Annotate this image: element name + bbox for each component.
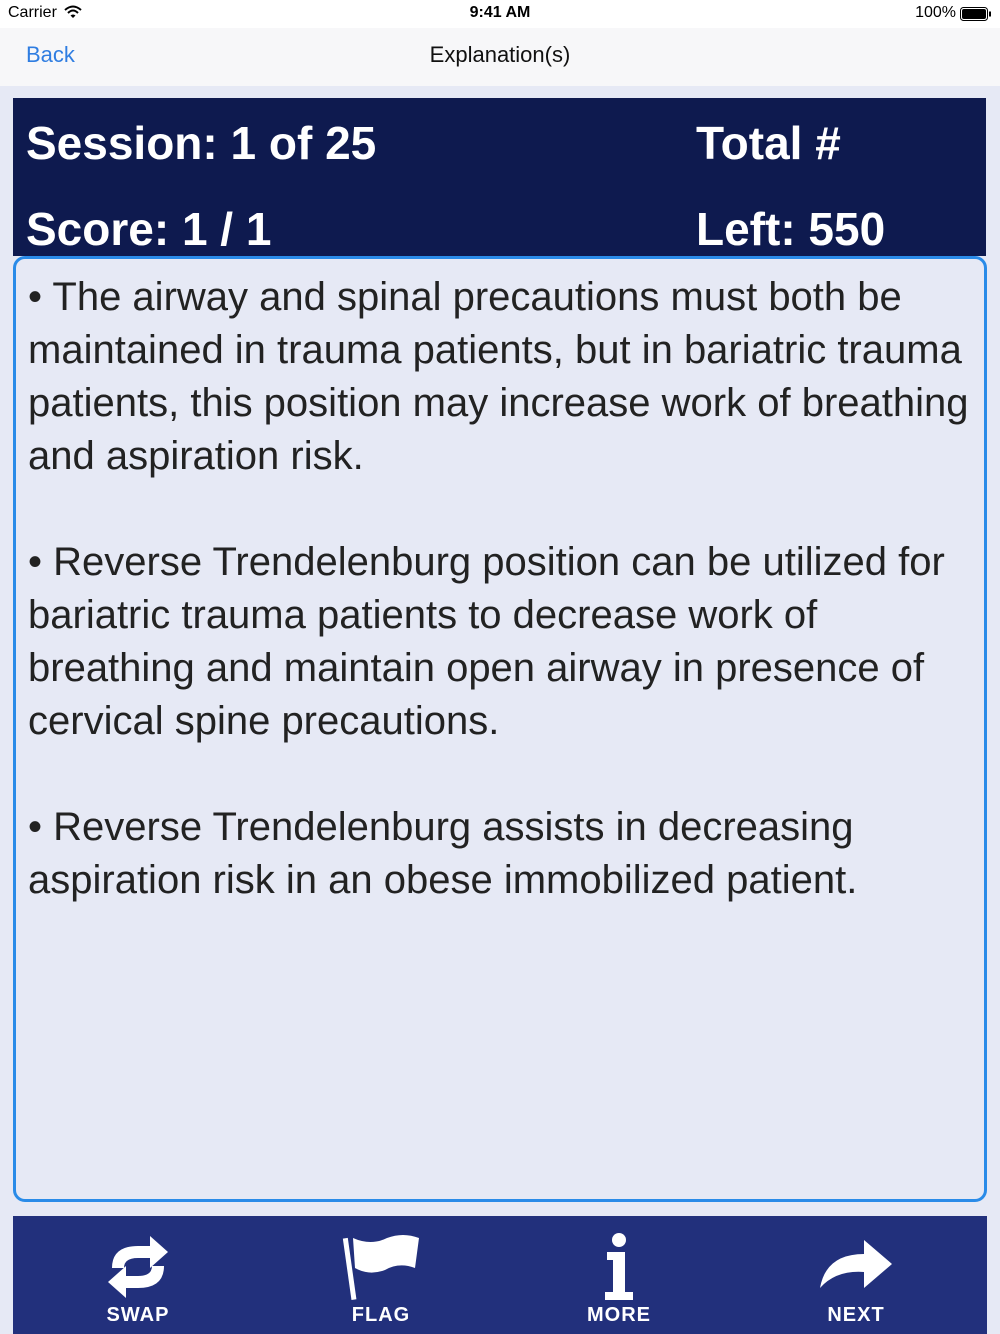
carrier-label: Carrier bbox=[8, 4, 57, 21]
explanation-paragraph: • Reverse Trendelenburg assists in decreasing aspiration risk in an obese immobilized patient. bbox=[28, 805, 858, 902]
navigation-bar bbox=[0, 28, 1000, 86]
more-label: MORE bbox=[587, 1304, 651, 1326]
swap-button[interactable] bbox=[58, 1216, 218, 1334]
flag-icon bbox=[341, 1232, 421, 1302]
info-icon bbox=[579, 1232, 659, 1302]
score-display: Score: 1 / 1 bbox=[26, 203, 272, 255]
back-button[interactable]: Back bbox=[26, 42, 75, 67]
swap-label: SWAP bbox=[106, 1304, 170, 1326]
flag-button[interactable] bbox=[301, 1216, 461, 1334]
session-counter: Session: 1 of 25 bbox=[26, 117, 377, 169]
status-bar bbox=[0, 0, 1000, 28]
explanation-paragraph: • The airway and spinal precautions must both be maintained in trauma patients, but in bariatric trauma patients, this position may increase work of breathing and aspiration risk. bbox=[28, 275, 969, 478]
more-button[interactable] bbox=[539, 1216, 699, 1334]
total-label: Total # bbox=[696, 117, 841, 169]
next-button[interactable] bbox=[776, 1216, 936, 1334]
explanation-paragraph: • Reverse Trendelenburg position can be utilized for bariatric trauma patients to decrease work of breathing and maintain open airway in presence of cervical spine precautions. bbox=[28, 540, 945, 743]
swap-icon bbox=[98, 1232, 178, 1302]
battery-icon bbox=[960, 7, 992, 21]
page-title: Explanation(s) bbox=[429, 42, 571, 67]
bottom-toolbar bbox=[13, 1216, 987, 1334]
flag-label: FLAG bbox=[351, 1304, 411, 1326]
explanation-text-area[interactable] bbox=[13, 256, 987, 1202]
remaining-count: Left: 550 bbox=[696, 203, 886, 255]
session-info-panel bbox=[13, 98, 986, 256]
next-label: NEXT bbox=[827, 1304, 885, 1326]
battery-percent: 100% bbox=[915, 4, 956, 21]
clock: 9:41 AM bbox=[469, 4, 531, 21]
forward-arrow-icon bbox=[816, 1232, 896, 1302]
explanation-content bbox=[28, 271, 974, 960]
